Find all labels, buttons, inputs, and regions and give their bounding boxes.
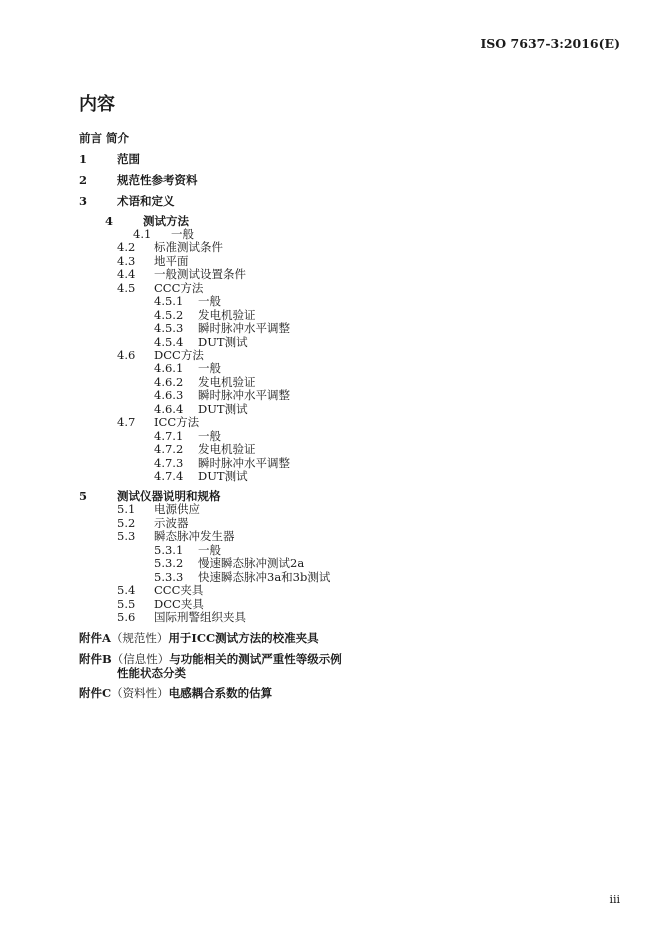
toc-foreword[interactable]: 前言 简介 xyxy=(79,131,130,145)
page-number: iii xyxy=(609,893,620,906)
annex-prefix: 附件C xyxy=(79,686,112,700)
annex-title: 用于ICC测试方法的校准夹具 xyxy=(168,631,319,645)
annex-type: （资料性） xyxy=(111,686,169,700)
annex-prefix: 附件B xyxy=(79,652,112,666)
annex-type: （规范性） xyxy=(110,631,169,645)
annex-prefix: 附件A xyxy=(79,631,111,645)
annex-title: 电感耦合系数的估算 xyxy=(168,686,273,700)
annex-type: （信息性） xyxy=(111,652,170,666)
toc-annex-c[interactable] xyxy=(79,687,272,700)
page-title: 内容 xyxy=(79,94,115,115)
toc-annex-b-continuation: 性能状态分类 xyxy=(117,666,186,680)
standard-code: ISO 7637-3:2016(E) xyxy=(480,36,620,51)
toc-annex-b[interactable] xyxy=(79,653,342,666)
annex-title: 与功能相关的测试严重性等级示例 xyxy=(169,652,342,666)
toc-annex-a[interactable] xyxy=(79,632,319,645)
